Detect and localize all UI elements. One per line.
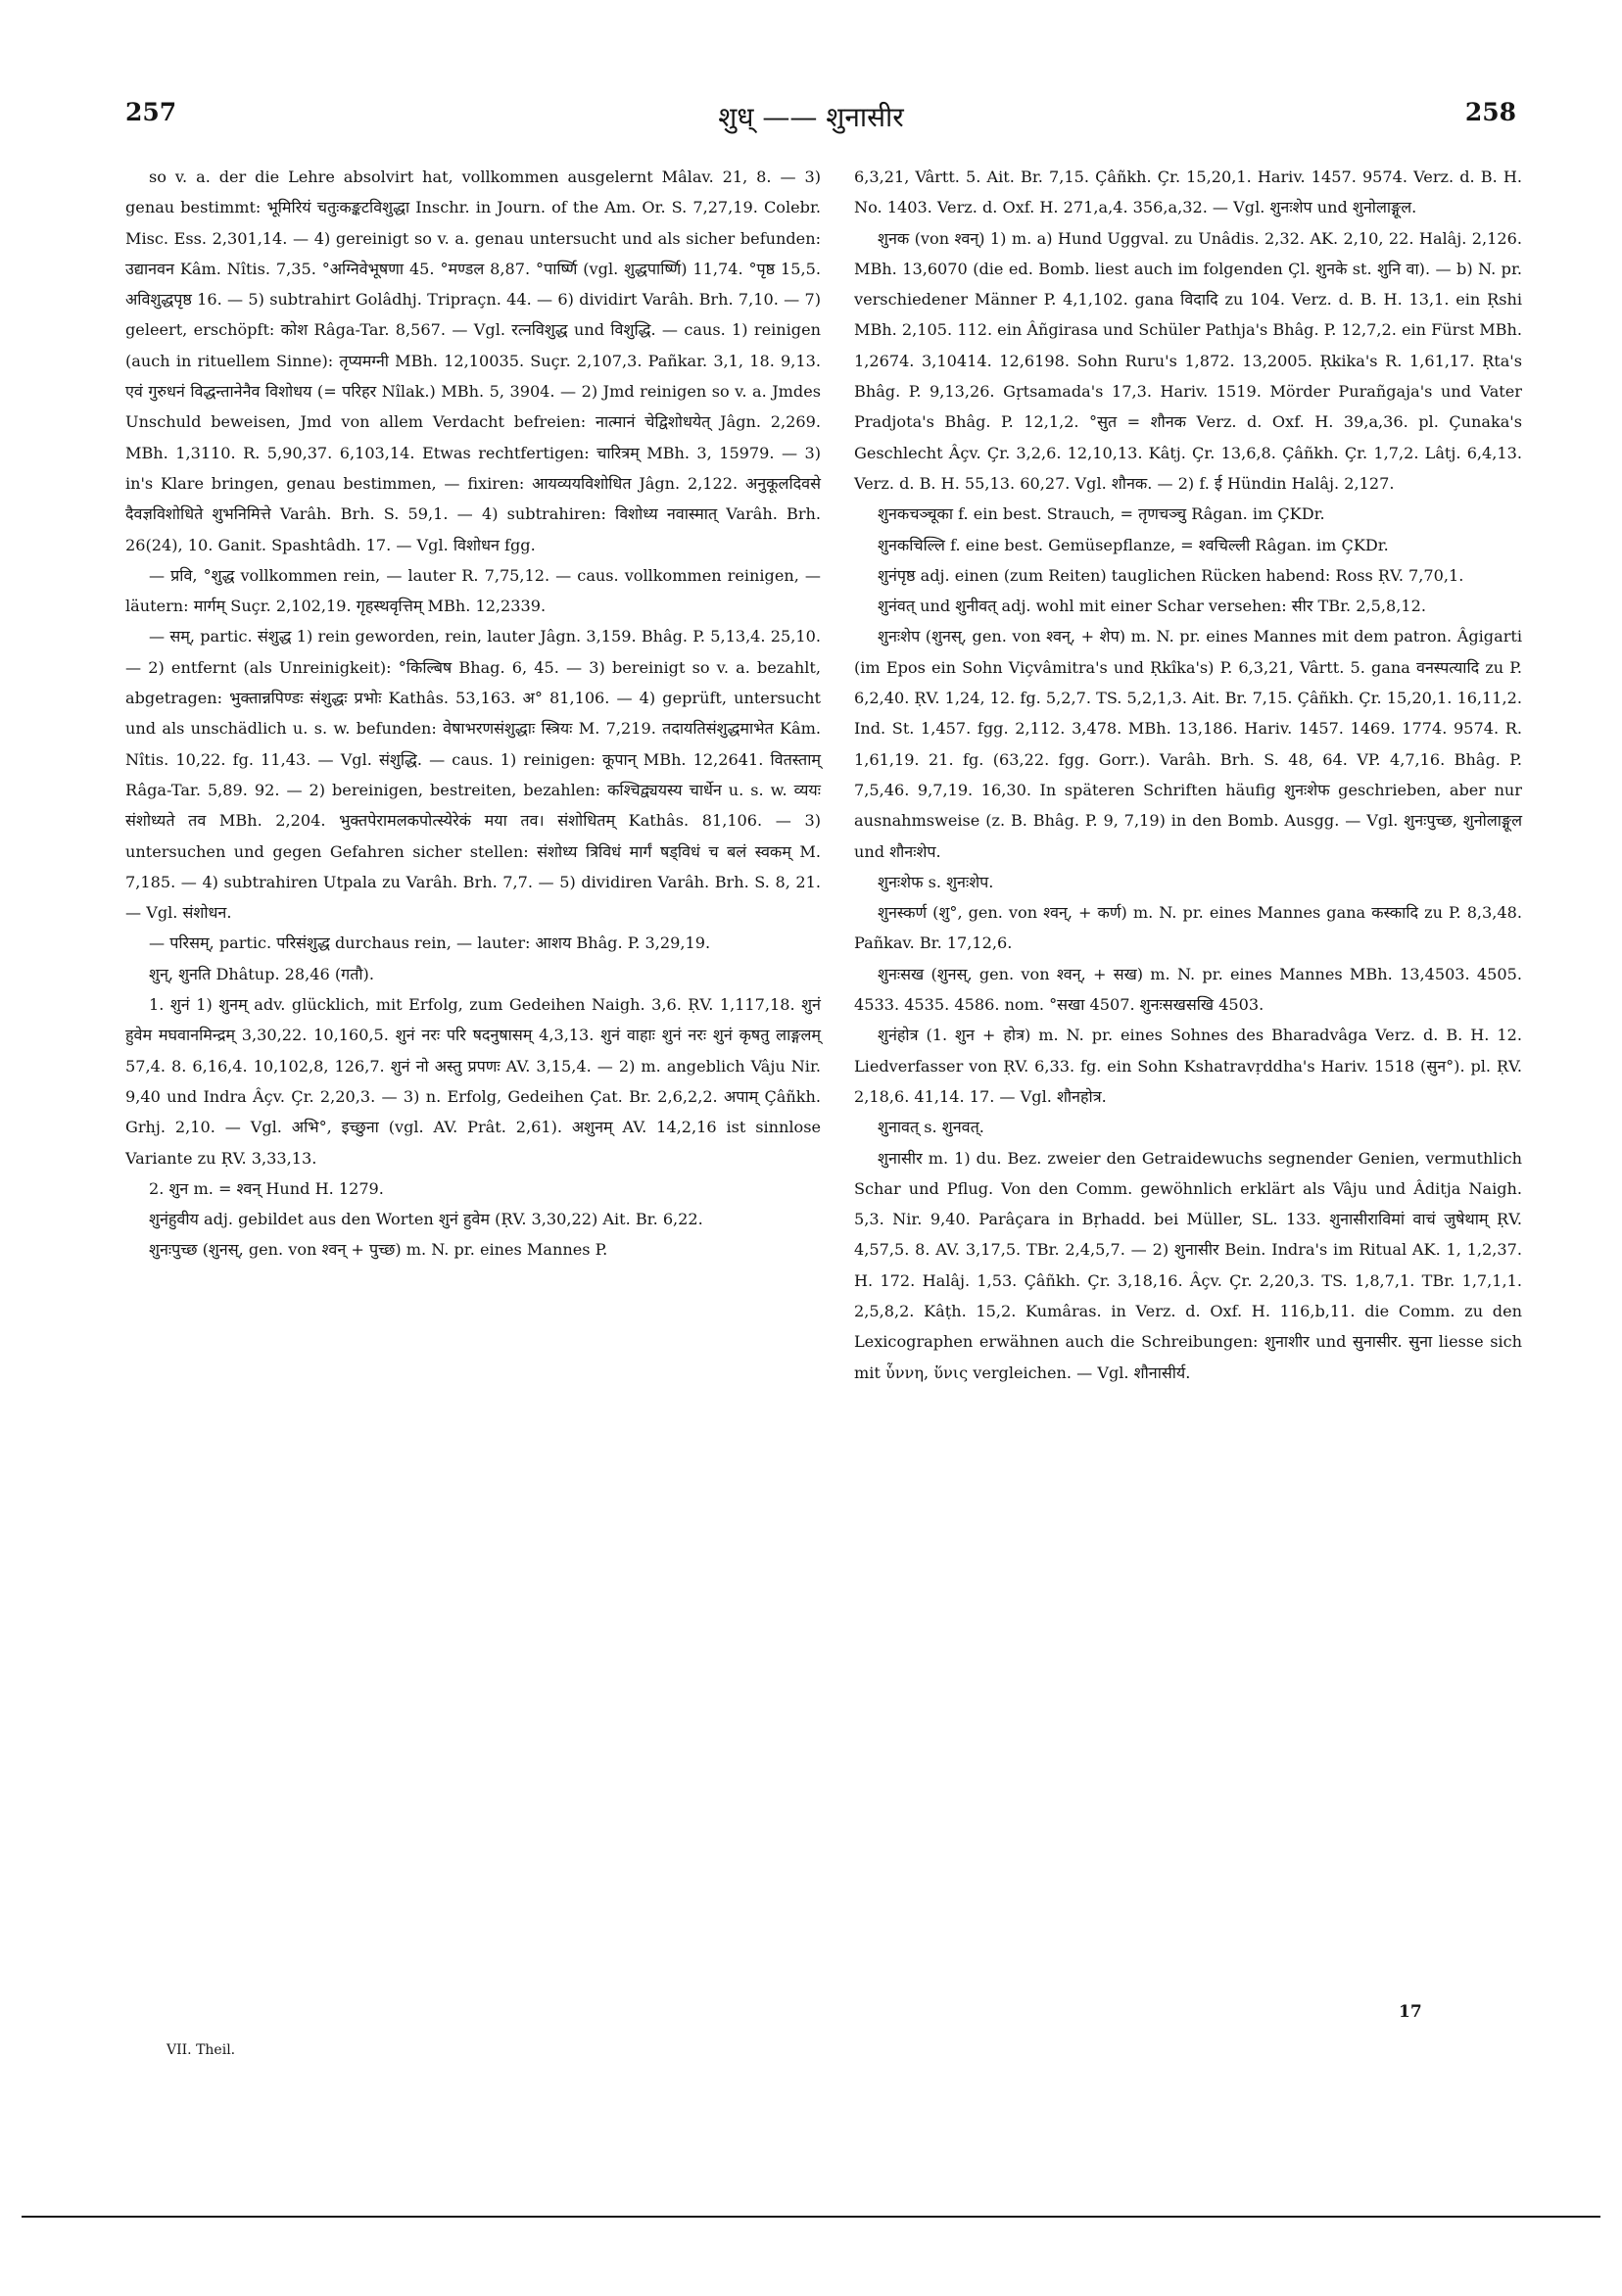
entry-paragraph: शुनंहोत्र (1. शुन + होत्र) m. N. pr. eines Sohnes des Bharadvâga Verz. d. B. H. 12. Liedverfasser von ṚV. 6,33. fg. ein Sohn Kshatravṛddha's Hariv. 1518 (सुन°). pl. ṚV. 2,18,6. 41,14. 17. — Vgl. शौनहोत्र. — [854, 1026, 1522, 1106]
right-page-number: 258 — [1464, 98, 1516, 126]
running-head: शुध् —— शुनासीर — [718, 101, 904, 133]
entry-paragraph: so v. a. der die Lehre absolvirt hat, vollkommen ausgelernt Mâlav. 21, 8. — 3) genau bestimmt: भूमिरियं चतुःकङ्कटविशुद्धा Inschr. in Journ. of the Am. Or. S. 7,27,19. Colebr. Misc. Ess. 2,301,14. — 4) gereinigt so v. a. genau untersucht und als sicher befunden: उद्यानवन Kâm. Nîtis. 7,35. °अग्निवेभूषणा 45. °मण्डल 8,87. °पार्ष्णि (vgl. शुद्धपार्ष्णि) 11,74. °पृष्ठ 15,5. अविशुद्धपृष्ठ 16. — 5) subtrahirt Golâdhj. Tripraçn. 44. — 6) dividirt Varâh. Brh. 7,10. — 7) geleert, erschöpft: कोश Râga-Tar. 8,567. — Vgl. रत्नविशुद्ध und विशुद्धि. — caus. 1) reinigen (auch in rituellem Sinne): तृप्यमग्नी MBh. 12,10035. Suçr. 2,107,3. Pañkar. 3,1, 18. 9,13. एवं गुरुधनं विद्धन्तानेनैव विशोधय (= परिहर Nîlak.) MBh. 5, 3904. — 2) Jmd reinigen so v. a. Jmdes Unschuld beweisen, Jmd von allem Verdacht befreien: नात्मानं चेद्विशोधयेत् Jâgn. 2,269. MBh. 1,3110. R. 5,90,37. 6,103,14. Etwas rechtfertigen: चारित्रम् MBh. 3, 15979. — 3) in's Klare bringen, genau bestimmen, — fixiren: आयव्ययविशोधित Jâgn. 2,122. अनुकूलदिवसे दैवज्ञविशोधिते शुभनिमित्ते Varâh. Brh. S. 59,1. — 4) subtrahiren: विशोध्य नवास्मात् Varâh. Brh. 26(24), 10. Ganit. Spashtâdh. 17. — Vgl. विशोधन fgg. — [125, 167, 821, 554]
entry-paragraph: शुनःपुच्छ (शुनस्, gen. von श्वन् + पुच्छ) m. N. pr. eines Mannes P. — [149, 1240, 608, 1260]
entry-paragraph: — परिसम्, partic. परिसंशुद्ध durchaus rein, — lauter: आशय Bhâg. P. 3,29,19. — [149, 933, 711, 953]
entry-paragraph: शुन्, शुनति Dhâtup. 28,46 (गतौ). — [149, 964, 374, 983]
left-column — [125, 162, 821, 1266]
entry-paragraph: शुनासीर m. 1) du. Bez. zweier den Getraidewuchs segnender Genien, vermuthlich Schar und Pflug. Von den Comm. gewöhnlich erklärt als Vâju und Âditja Naigh. 5,3. Nir. 9,40. Parâçara in Bṛhadd. bei Müller, SL. 133. शुनासीराविमां वाचं जुषेथाम् ṚV. 4,57,5. 8. AV. 3,17,5. TBr. 2,4,5,7. — 2) शुनासीर Bein. Indra's im Ritual AK. 1, 1,2,37. H. 172. Halâj. 1,53. Çâñkh. Çr. 3,18,16. Âçv. Çr. 2,20,3. TS. 1,8,7,1. TBr. 1,7,1,1. 2,5,8,2. Kâṭh. 15,2. Kumâras. in Verz. d. Oxf. H. 116,b,11. die Comm. zu den Lexicographen erwähnen auch die Schreibungen: शुनाशीर und सुनासीर. सुना liesse sich mit ὗννη, ὕνις vergleichen. — Vgl. शौनासीर्य. — [854, 1148, 1522, 1382]
entry-paragraph: शुनक (von श्वन्) 1) m. a) Hund Uggval. zu Unâdis. 2,32. AK. 2,10, 22. Halâj. 2,126. MBh. 13,6070 (die ed. Bomb. liest auch im folgenden Çl. शुनके st. शुनि वा). — b) N. pr. verschiedener Männer P. 4,1,102. gana विदादि zu 104. Verz. d. B. H. 13,1. ein Ṛshi MBh. 2,105. 112. ein Âñgirasa und Schüler Pathja's Bhâg. P. 12,7,2. ein Fürst MBh. 1,2674. 3,10414. 12,6198. Sohn Ruru's 1,872. 13,2005. Ṛkika's R. 1,61,17. Ṛta's Bhâg. P. 9,13,26. Gṛtsamada's 17,3. Hariv. 1519. Mörder Purañgaja's und Vater Pradjota's Bhâg. P. 12,1,2. °सुत = शौनक Verz. d. Oxf. H. 39,a,36. pl. Çunaka's Geschlecht Âçv. Çr. 3,2,6. 12,10,13. Kâtj. Çr. 13,6,8. Çâñkh. Çr. 1,7,2. Lâtj. 6,4,13. Verz. d. B. H. 55,13. 60,27. Vgl. शौनक. — 2) f. ई Hündin Halâj. 2,127. — [854, 228, 1522, 493]
entry-paragraph: — सम्, partic. संशुद्ध 1) rein geworden, rein, lauter Jâgn. 3,159. Bhâg. P. 5,13,4. 25,10. — 2) entfernt (als Unreinigkeit): °किल्बिष Bhag. 6, 45. — 3) bereinigt so v. a. bezahlt, abgetragen: भुक्तान्नपिण्डः संशुद्धः प्रभोः Kathâs. 53,163. अ° 81,106. — 4) geprüft, untersucht und als unschädlich u. s. w. befunden: वेषाभरणसंशुद्धाः स्त्रियः M. 7,219. तदायतिसंशुद्धमाभेत Kâm. Nîtis. 10,22. fg. 11,43. — Vgl. संशुद्धि. — caus. 1) reinigen: कूपान् MBh. 12,2641. वितस्ताम् Râga-Tar. 5,89. 92. — 2) bereinigen, bestreiten, bezahlen: कश्चिद्व्ययस्य चार्धेन u. s. w. व्ययः संशोध्यते तव MBh. 2,204. भुक्तपेरामलकपोत्स्येरेकं मया तव। संशोधितम् Kathâs. 81,106. — 3) untersuchen und gegen Gefahren sicher stellen: संशोध्य त्रिविधं मार्गं षड्विधं च बलं स्वकम् M. 7,185. — 4) subtrahiren Utpala zu Varâh. Brh. 7,7. — 5) dividiren Varâh. Brh. S. 8, 21. — Vgl. संशोधन. — [125, 627, 821, 923]
entry-paragraph: शुनंहुवीय adj. gebildet aus den Worten शुनं हुवेम (ṚV. 3,30,22) Ait. Br. 6,22. — [149, 1210, 703, 1229]
volume-note: VII. Theil. — [167, 2042, 236, 2058]
entry-paragraph: शुनःसख (शुनस्, gen. von श्वन्, + सख) m. N. pr. eines Mannes MBh. 13,4503. 4505. 4533. 4535. 4586. nom. °सखा 4507. शुनःसखसखि 4503. — [854, 964, 1522, 1015]
entry-paragraph: — प्रवि, °शुद्ध vollkommen rein, — lauter R. 7,75,12. — caus. vollkommen reinigen, — läutern: मार्गम् Suçr. 2,102,19. गृहस्थवृत्तिम् MBh. 12,2339. — [125, 565, 821, 616]
entry-paragraph: शुनंवत् und शुनीवत् adj. wohl mit einer Schar versehen: सीर TBr. 2,5,8,12. — [878, 597, 1426, 616]
entry-paragraph: 1. शुनं 1) शुनम् adv. glücklich, mit Erfolg, zum Gedeihen Naigh. 3,6. ṚV. 1,117,18. शुनं हुवेम मघवानमिन्द्रम् 3,30,22. 10,160,5. शुनं नरः परि षदनुषासम् 4,3,13. शुनं वाहाः शुनं नरः शुनं कृषतु लाङ्गलम् 57,4. 8. 6,16,4. 10,102,8, 126,7. शुनं नो अस्तु प्रपणः AV. 3,15,4. — 2) m. angeblich Vâju Nir. 9,40 und Indra Âçv. Çr. 2,20,3. — 3) n. Erfolg, Gedeihen Çat. Br. 2,6,2,2. अपाम् Çâñkh. Grhj. 2,10. — Vgl. अभि°, इच्छुना (vgl. AV. Prât. 2,61). अशुनम् AV. 14,2,16 ist sinnlose Variante zu ṚV. 3,33,13. — [125, 995, 821, 1168]
entry-paragraph: शुनःशेप (शुनस्, gen. von श्वन्, + शेप) m. N. pr. eines Mannes mit dem patron. Âgigarti (im Epos ein Sohn Viçvâmitra's und Ṛkîka's) P. 6,3,21, Vârtt. 5. gana वनस्पत्यादि zu P. 6,2,40. ṚV. 1,24, 12. fg. 5,2,7. TS. 5,2,1,3. Ait. Br. 7,15. Çâñkh. Çr. 15,20,1. 16,11,2. Ind. St. 1,457. fgg. 2,112. 3,478. MBh. 13,186. Hariv. 1457. 1469. 1774. 9574. R. 1,61,19. 21. fg. (63,22. fgg. Gorr.). Varâh. Brh. S. 48, 64. VP. 4,7,16. Bhâg. P. 7,5,46. 9,7,19. 16,30. In späteren Schriften häufig शुनःशेफ geschrieben, aber nur ausnahmsweise (z. B. Bhâg. P. 9, 7,19) in den Bomb. Ausgg. — Vgl. शुनःपुच्छ, शुनोलाङ्गूल und शौनःशेप. — [854, 627, 1522, 861]
entry-paragraph: 2. शुन m. = श्वन् Hund H. 1279. — [149, 1178, 384, 1198]
bottom-rule — [22, 2216, 1600, 2218]
right-column — [854, 162, 1522, 1388]
entry-paragraph: शुनस्कर्ण (शु°, gen. von श्वन्, + कर्ण) m. N. pr. eines Mannes gana कस्कादि zu P. 8,3,48. Pañkav. Br. 17,12,6. — [854, 903, 1522, 953]
entry-paragraph: शुनःशेफ s. शुनःशेप. — [878, 872, 994, 891]
entry-paragraph: शुनकचञ्चूका f. ein best. Strauch, = तृणचञ्चु Râgan. im ÇKDr. — [878, 504, 1325, 524]
entry-paragraph: शुनावत् s. शुनवत्. — [878, 1118, 984, 1137]
entry-paragraph: शुनकचिल्लि f. eine best. Gemüsepflanze, = श्वचिल्ली Râgan. im ÇKDr. — [878, 535, 1389, 554]
left-page-number: 257 — [125, 98, 177, 126]
entry-paragraph: 6,3,21, Vârtt. 5. Ait. Br. 7,15. Çâñkh. Çr. 15,20,1. Hariv. 1457. 9574. Verz. d. B. H. No. 1403. Verz. d. Oxf. H. 271,a,4. 356,a,32. — Vgl. शुनःशेप und शुनोलाङ्गूल. — [854, 167, 1522, 217]
entry-paragraph: शुनंपृष्ठ adj. einen (zum Reiten) tauglichen Rücken habend: Ross ṚV. 7,70,1. — [878, 565, 1464, 585]
signature-mark: 17 — [1399, 2002, 1422, 2022]
